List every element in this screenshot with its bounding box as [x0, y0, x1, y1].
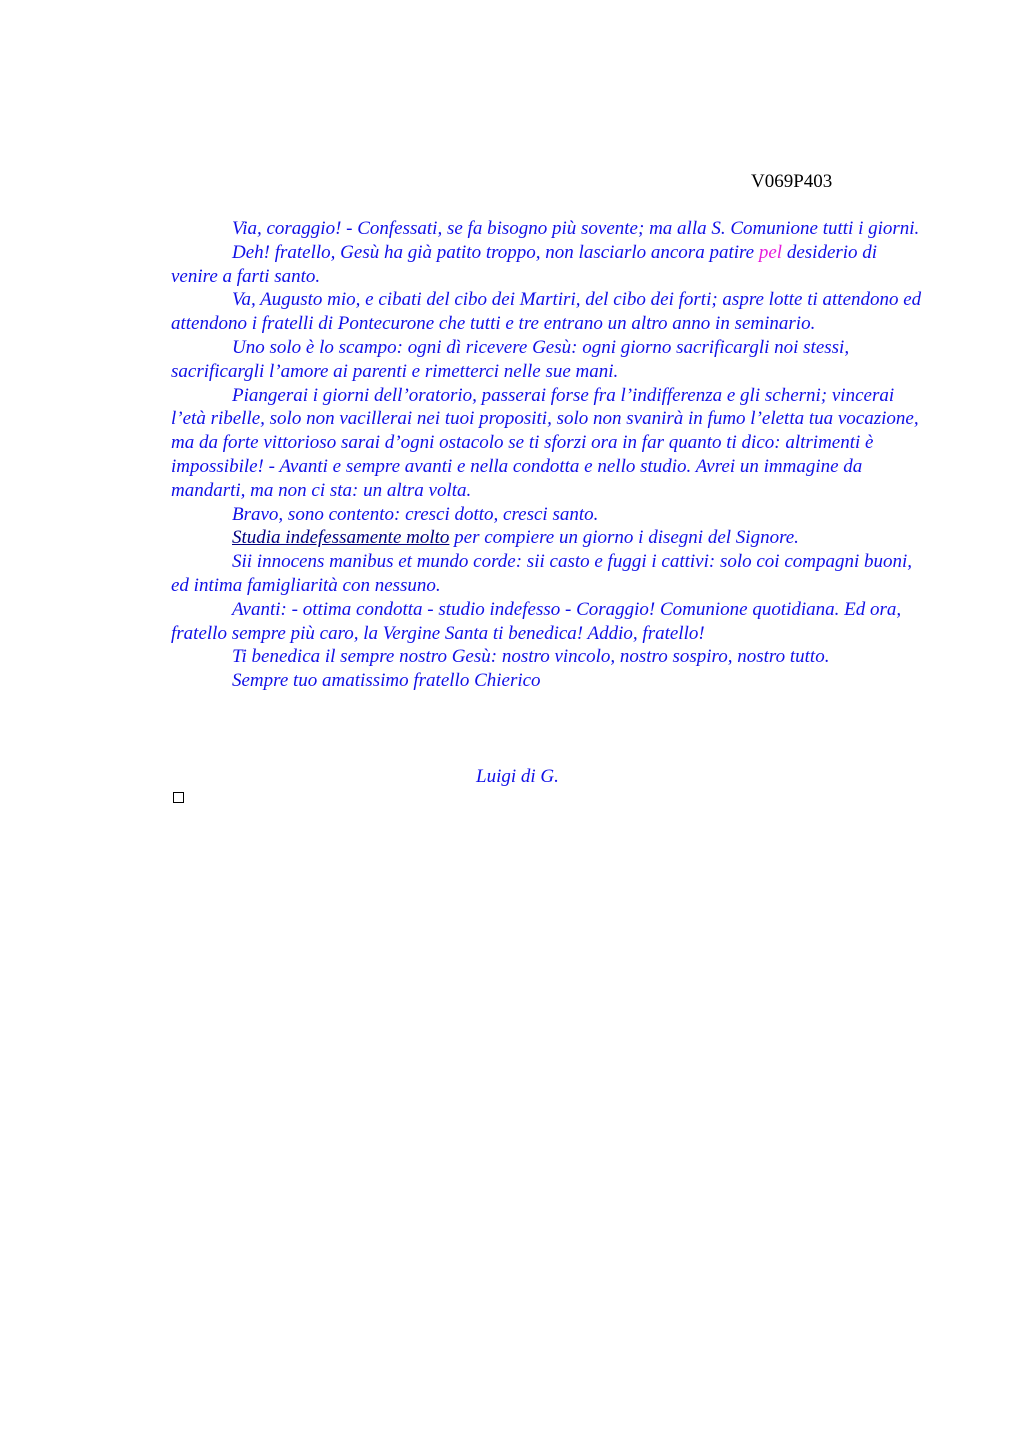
paragraph-text: Deh! fratello, Gesù ha già patito troppo, non lasciarlo ancora patire: [232, 241, 759, 263]
paragraph: Via, coraggio! - Confessati, se fa bisogno più sovente; ma alla S. Comunione tutti i giorni.: [232, 218, 920, 239]
paragraph: Uno solo è lo scampo: ogni dì ricevere Gesù: ogni giorno sacrificargli noi stessi, sacrificargli l’amore ai parenti e rimetterci nelle sue mani.: [171, 336, 850, 382]
paragraph-text: desiderio di venire a farti santo.: [171, 241, 878, 287]
letter-body: [171, 217, 923, 693]
page-reference: V069P403: [751, 171, 833, 192]
paragraph: Sii innocens manibus et mundo corde: sii casto e fuggi i cattivi: solo coi compagni buoni, ed intima famigliarità con nessuno.: [171, 551, 913, 596]
paragraph: Avanti: - ottima condotta - studio indefesso - Coraggio! Comunione quotidiana. Ed ora, fratello sempre più caro, la Vergine Santa ti benedica! Addio, fratello!: [171, 598, 902, 644]
highlighted-word: pel: [758, 241, 783, 263]
paragraph: [171, 526, 923, 550]
paragraph: Sempre tuo amatissimo fratello Chierico: [232, 670, 541, 692]
signature: Luigi di G.: [476, 766, 559, 787]
paragraph: Ti benedica il sempre nostro Gesù: nostro vincolo, nostro sospiro, nostro tutto.: [232, 646, 830, 668]
paragraph: Va, Augusto mio, e cibati del cibo dei Martiri, del cibo dei forti; aspre lotte ti attendono ed attendono i fratelli di Pontecurone che tutti e tre entrano un altro anno in seminario.: [171, 289, 922, 335]
paragraph: [171, 241, 923, 289]
paragraph: Bravo, sono contento: cresci dotto, cresci santo.: [232, 503, 599, 525]
paragraph-text: per compiere un giorno i disegni del Signore.: [449, 527, 799, 549]
checkbox-square[interactable]: [173, 792, 184, 803]
paragraph: Piangerai i giorni dell’oratorio, passerai forse fra l’indifferenza e gli scherni; vincerai l’età ribelle, solo non vacillerai nei tuoi propositi, solo non svanirà in fumo l’eletta tua vocazione, ma da forte vittorioso sarai d’ogni ostacolo se ti sforzi ora in far quanto ti dico: altrimenti è impossibile! - Avanti e sempre avanti e nella condotta e nello studio. Avrei un immagine da mandarti, ma non ci sta: un altra volta.: [171, 384, 919, 501]
underlined-phrase: Studia indefessamente molto: [232, 527, 450, 549]
